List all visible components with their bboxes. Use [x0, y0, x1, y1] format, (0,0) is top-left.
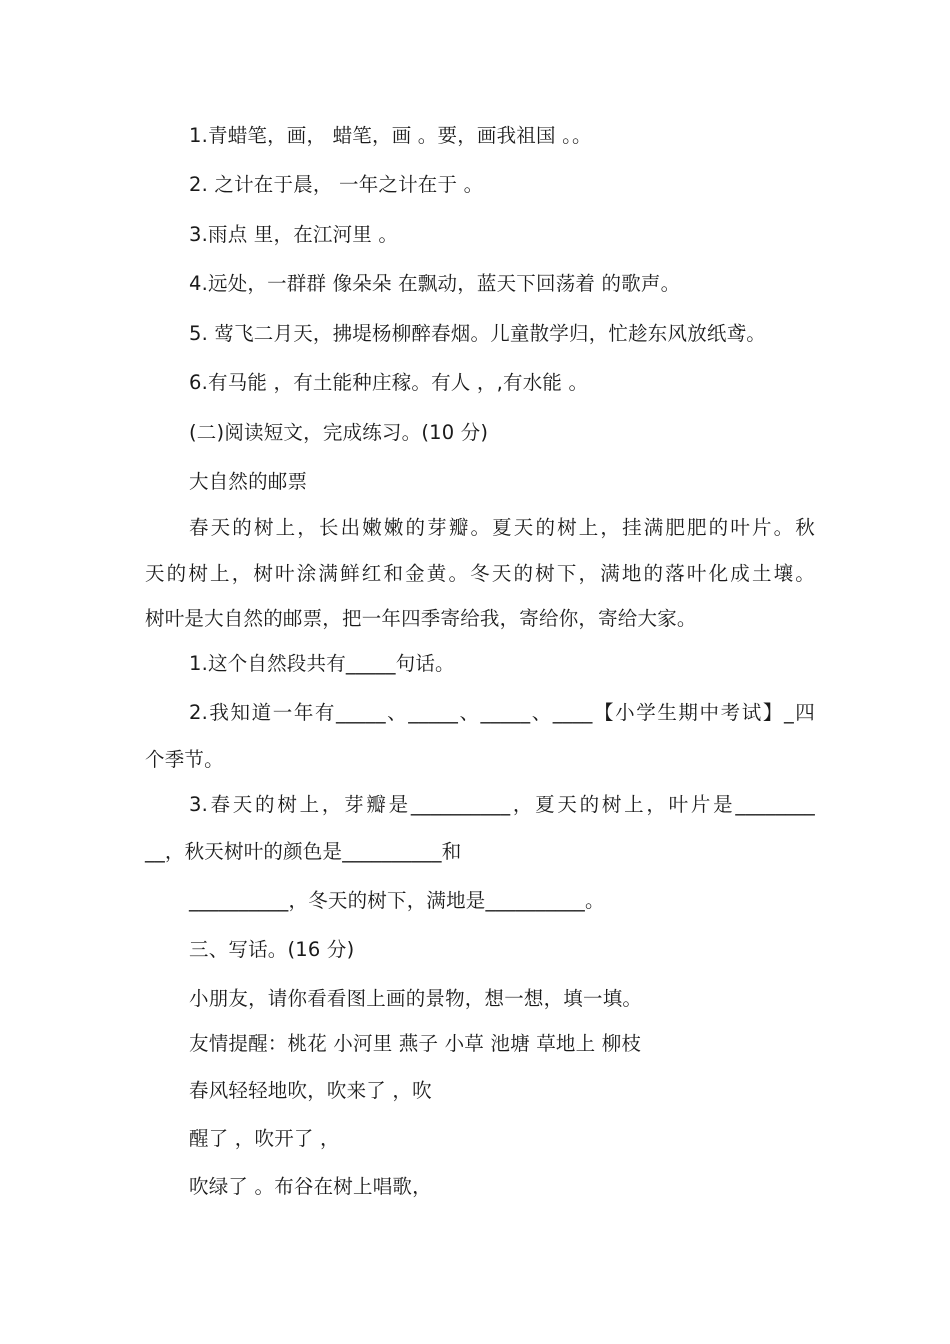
fill-blank-item-4: 4.远处，一群群 像朵朵 在飘动，蓝天下回荡着 的歌声。	[189, 272, 681, 295]
section-heading-reading: (二)阅读短文，完成练习。(10 分)	[189, 421, 489, 444]
word-hint: 友情提醒：桃花 小河里 燕子 小草 池塘 草地上 柳枝	[189, 1032, 642, 1055]
question-3-line-3: __________，冬天的树下，满地是__________。	[189, 889, 605, 912]
writing-line-3: 吹绿了 。布谷在树上唱歌，	[189, 1175, 432, 1198]
passage-line-3: 树叶是大自然的邮票，把一年四季寄给我，寄给你，寄给大家。	[145, 607, 697, 630]
writing-line-2: 醒了 ，吹开了 ，	[189, 1127, 340, 1150]
fill-blank-item-2: 2. 之计在于晨， 一年之计在于 。	[189, 173, 484, 196]
question-2-line-2: 个季节。	[145, 748, 224, 771]
passage-line-1: 春天的树上，长出嫩嫩的芽瓣。夏天的树上，挂满肥肥的叶片。秋	[189, 516, 815, 539]
passage-line-2: 天的树上，树叶涂满鲜红和金黄。冬天的树下，满地的落叶化成土壤。	[145, 562, 815, 585]
question-1: 1.这个自然段共有_____句话。	[189, 652, 455, 675]
fill-blank-item-6: 6.有马能 ，有土能种庄稼。有人 ，,有水能 。	[189, 371, 589, 394]
writing-instruction: 小朋友，请你看看图上画的景物，想一想，填一填。	[189, 987, 643, 1010]
poem-line: 5. 莺飞二月天，拂堤杨柳醉春烟。儿童散学归，忙趁东风放纸鸢。	[189, 322, 767, 345]
question-3-line-1: 3.春天的树上，芽瓣是__________，夏天的树上，叶片是________	[189, 793, 815, 816]
section-heading-writing: 三、写话。(16 分)	[189, 938, 355, 961]
writing-line-1: 春风轻轻地吹，吹来了 ，吹	[189, 1079, 432, 1102]
fill-blank-item-3: 3.雨点 里，在江河里 。	[189, 223, 399, 246]
fill-blank-item-1: 1.青蜡笔，画， 蜡笔，画 。要，画我祖国 。。	[189, 124, 592, 147]
passage-title: 大自然的邮票	[189, 470, 308, 493]
question-2-line-1: 2.我知道一年有_____、_____、_____、____【小学生期中考试】_四	[189, 701, 815, 724]
question-3-line-2: __，秋天树叶的颜色是__________和	[145, 840, 462, 863]
